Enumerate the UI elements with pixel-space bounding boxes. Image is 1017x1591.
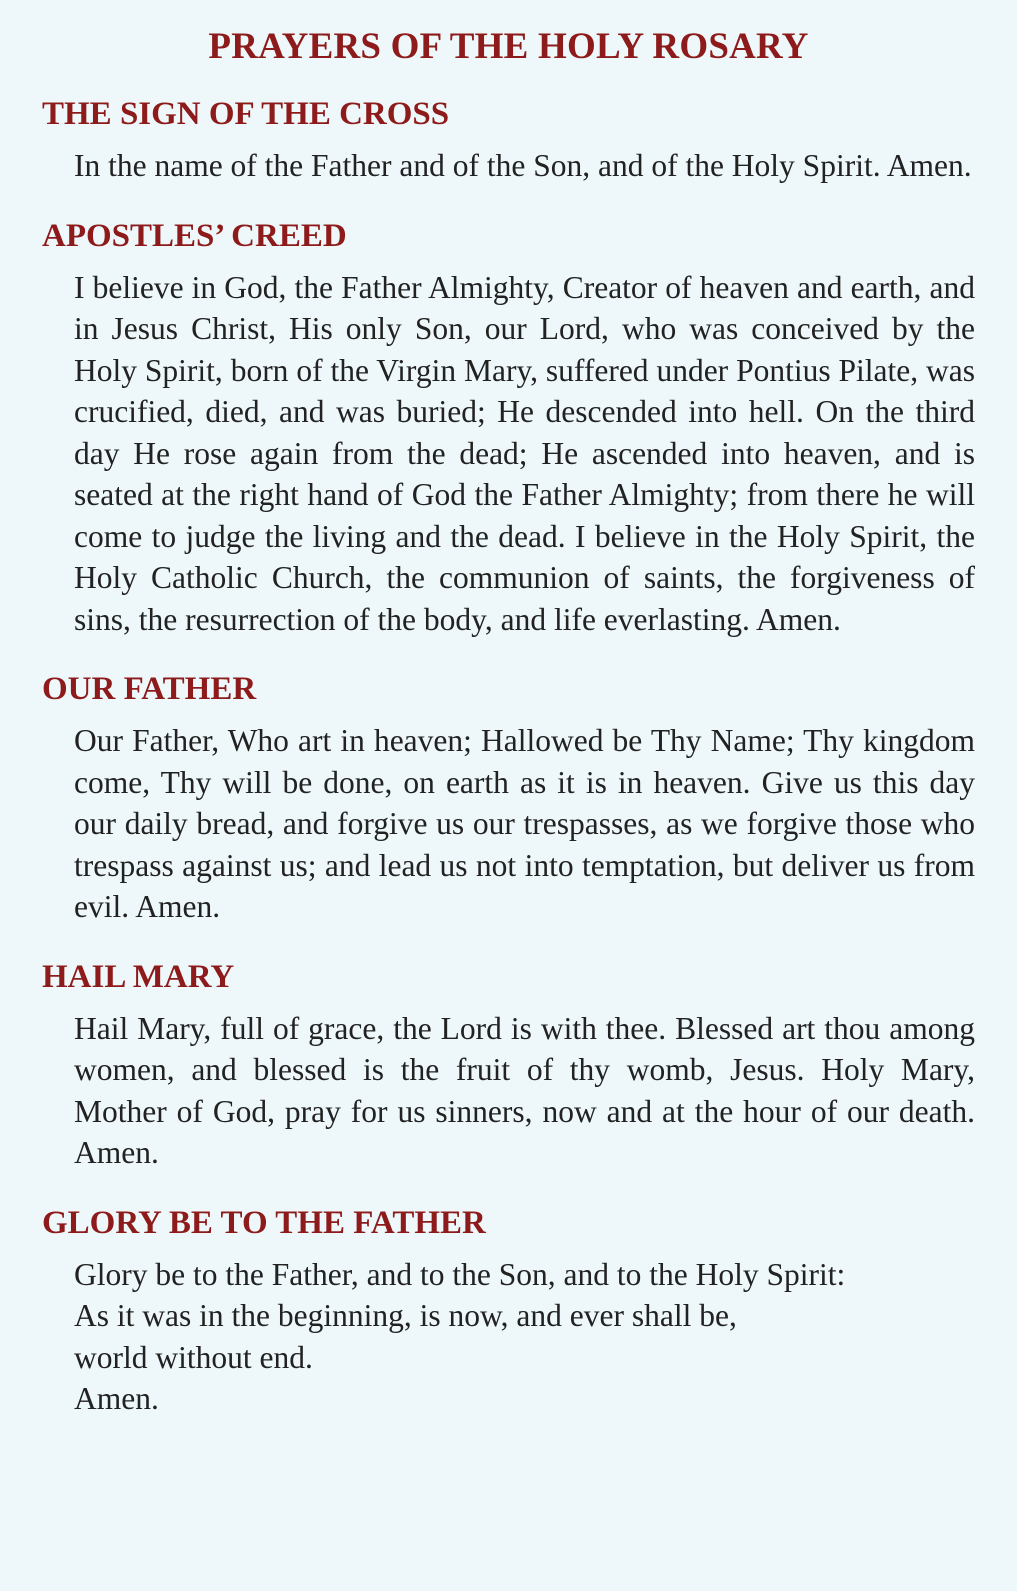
section-glory-be [42,1203,975,1420]
section-heading: OUR FATHER [42,671,257,707]
section-hail-mary [42,957,975,1174]
prayer-line: Amen. [74,1381,159,1416]
prayer-text: Our Father, Who art in heaven; Hallowed be Thy Name; Thy kingdom come, Thy will be done, on earth as it is in heaven. Give us this day our daily bread, and forgive us our trespasses, as we forgive those who trespass against us; and lead us not into temptation, but deliver us from evil. Amen. [74,723,975,924]
section-heading: APOSTLES’ CREED [42,217,347,254]
section-body [74,145,975,187]
prayer-text: In the name of the Father and of the Son, and of the Holy Spirit. Amen. [74,148,972,183]
section-body [74,1254,975,1420]
section-heading: GLORY BE TO THE FATHER [42,1204,486,1241]
section-heading: HAIL MARY [42,958,235,995]
section-heading: THE SIGN OF THE CROSS [42,96,450,132]
section-body [74,1008,975,1174]
page-title: PRAYERS OF THE HOLY ROSARY [208,26,809,67]
section-our-father [42,669,975,928]
section-body [74,267,975,641]
prayer-line: Glory be to the Father, and to the Son, and to the Holy Spirit: [74,1256,846,1292]
prayer-text: Hail Mary, full of grace, the Lord is with thee. Blessed art thou among women, and blessed is the fruit of thy womb, Jesus. Holy Mary, Mother of God, pray for us sinners, now and at the hour of our death. Amen. [74,1010,975,1170]
prayer-line: world without end. [74,1339,313,1375]
prayer-text: I believe in God, the Father Almighty, Creator of heaven and earth, and in Jesus Christ, His only Son, our Lord, who was conceived by the Holy Spirit, born of the Virgin Mary, suffered under Pontius Pilate, was crucified, died, and was buried; He descended into hell. On the third day He rose again from the dead; He ascended into heaven, and is seated at the right hand of God the Father Almighty; from there he will come to judge the living and the dead. I believe in the Holy Spirit, the Holy Catholic Church, the communion of saints, the forgiveness of sins, the resurrection of the body, and life everlasting. Amen. [74,269,975,637]
section-sign-of-the-cross [42,94,975,187]
section-apostles-creed [42,216,975,641]
prayer-line: As it was in the beginning, is now, and ever shall be, [74,1298,737,1333]
section-body [74,720,975,928]
